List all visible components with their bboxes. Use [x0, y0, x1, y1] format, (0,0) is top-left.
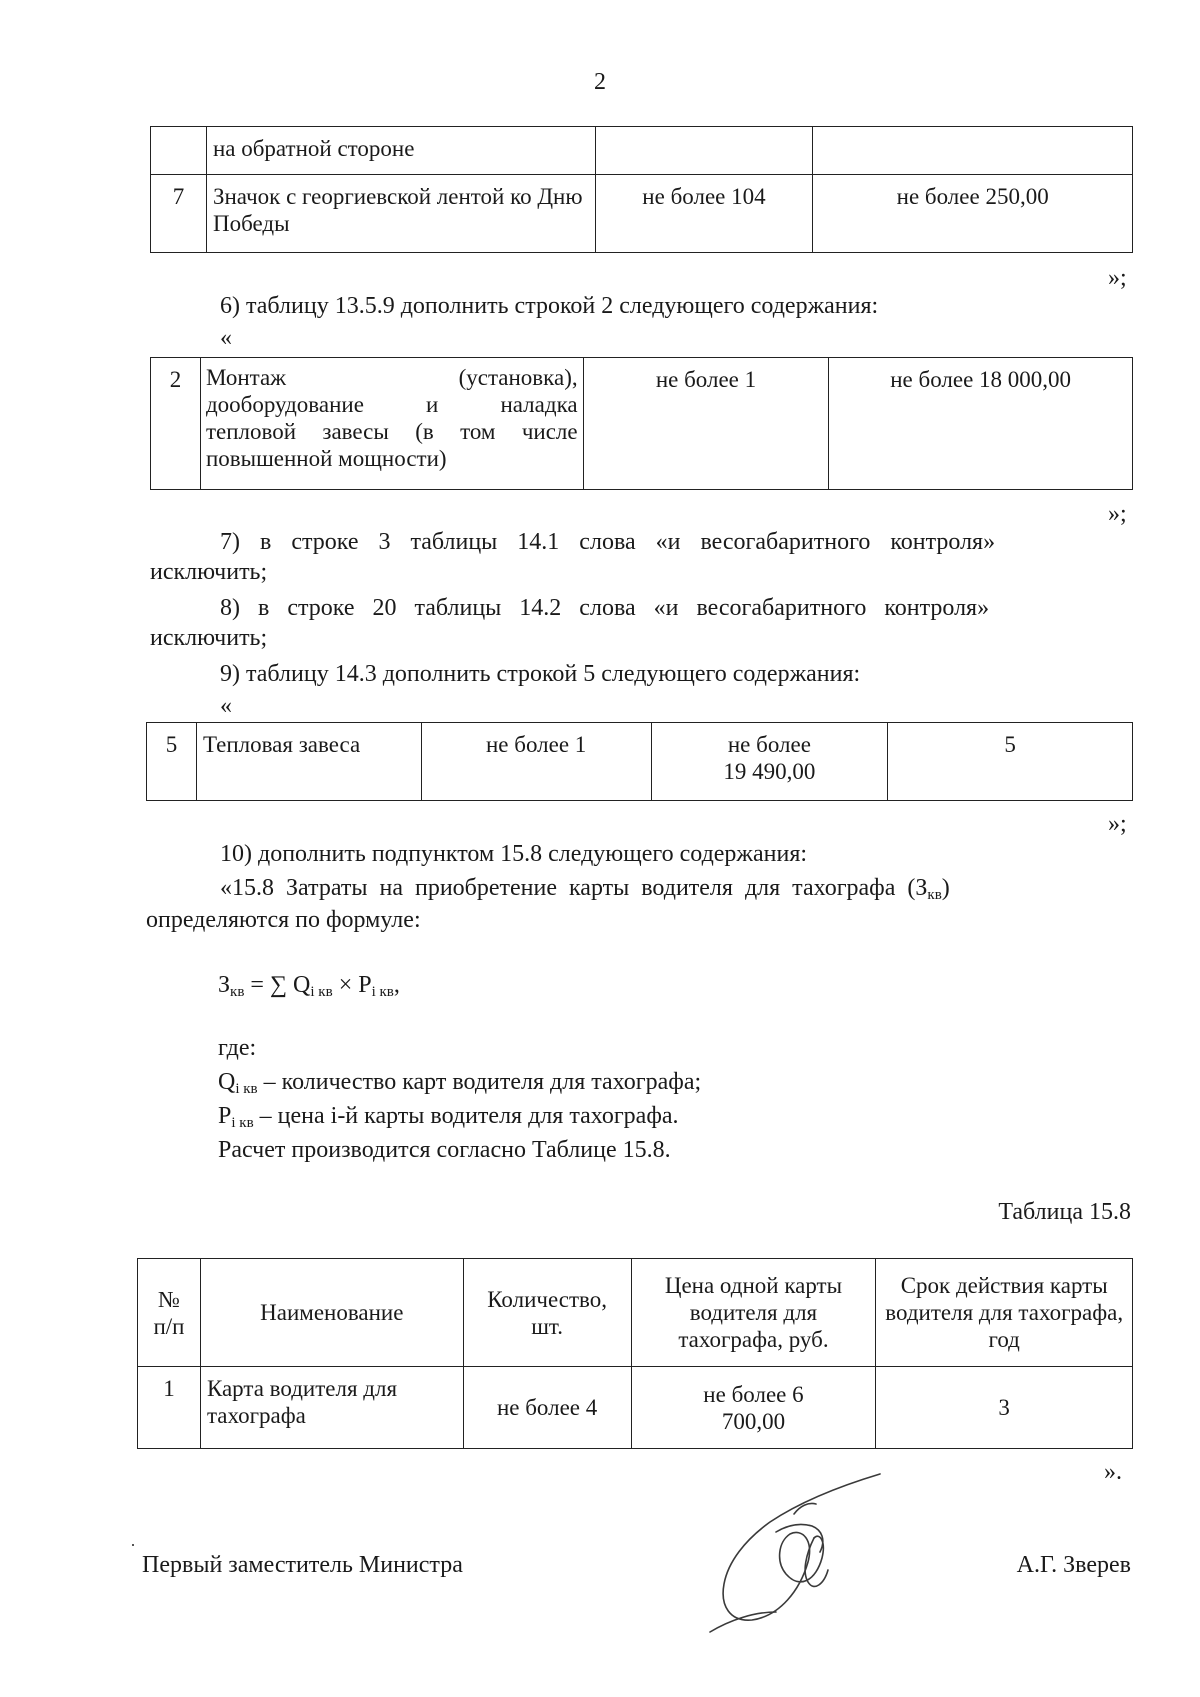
signer-name: А.Г. Зверев: [1016, 1552, 1131, 1578]
item-name: на обратной стороне: [206, 127, 595, 175]
header-name: Наименование: [200, 1259, 463, 1367]
table-row: [151, 127, 1133, 175]
item-quantity: не более 4: [463, 1367, 631, 1449]
item-9-text: 9) таблицу 14.3 дополнить строкой 5 следующего содержания:: [220, 661, 861, 687]
page-number: 2: [594, 69, 606, 95]
row-number: 1: [138, 1367, 201, 1449]
item-name: Значок с георгиевской лентой ко Дню Победы: [206, 175, 595, 253]
item-8-line2: исключить;: [150, 625, 268, 651]
formula-text: ,: [393, 972, 400, 998]
signature-image: [690, 1462, 910, 1642]
formula: [218, 971, 400, 1006]
formula-text: = ∑ Q: [244, 972, 311, 998]
symbol: P: [218, 1103, 232, 1129]
row-number: 5: [147, 723, 197, 801]
item-8-text: 8) в строке 20 таблицы 14.2 слова «и весогабаритного контроля»: [220, 595, 990, 621]
item-10-text: 10) дополнить подпунктом 15.8 следующего содержания:: [220, 841, 808, 867]
item-quantity: не более 104: [595, 175, 813, 253]
subscript: i кв: [235, 1081, 258, 1097]
row-number: 2: [151, 358, 201, 490]
item-name-line: тепловой завесы (в том числе: [205, 419, 578, 444]
item-10-paragraph-line2: определяются по формуле:: [146, 907, 421, 933]
where-p: [218, 1102, 679, 1137]
item-price-line: не более: [727, 732, 811, 757]
paragraph-text: «15.8 Затраты на приобретение карты водителя для тахографа (З: [220, 875, 928, 901]
subscript: i кв: [371, 984, 394, 1000]
item-quantity: [595, 127, 813, 175]
item-10-paragraph: [220, 874, 1133, 909]
closing-quote: »;: [1108, 811, 1127, 837]
table-row: [151, 358, 1133, 490]
item-price: не более 250,00: [813, 175, 1133, 253]
definition: – цена i-й карты водителя для тахографа.: [253, 1103, 679, 1129]
header-number: № п/п: [138, 1259, 201, 1367]
item-quantity: не более 1: [421, 723, 651, 801]
item-name-line: повышенной мощности): [205, 446, 447, 471]
table-row: [151, 175, 1133, 253]
symbol: Q: [218, 1069, 236, 1095]
closing-quote: ».: [1104, 1459, 1122, 1485]
definition: – количество карт водителя для тахографа;: [257, 1069, 702, 1095]
opening-quote: «: [220, 325, 232, 351]
item-7-line2: исключить;: [150, 559, 268, 585]
item-8-line: [220, 594, 1133, 622]
header-quantity: Количество, шт.: [463, 1259, 631, 1367]
subscript: кв: [230, 984, 245, 1000]
item-price: не более 18 000,00: [829, 358, 1133, 490]
where-label: где:: [218, 1035, 257, 1061]
item-7-line: [220, 528, 1133, 556]
item-price: [651, 723, 888, 801]
table-header-row: [138, 1259, 1133, 1367]
subscript: кв: [927, 887, 942, 903]
where-q: [218, 1068, 701, 1103]
item-7-text: 7) в строке 3 таблицы 14.1 слова «и весогабаритного контроля»: [220, 529, 996, 555]
subscript: i кв: [310, 984, 333, 1000]
paragraph-text: ): [941, 875, 950, 901]
closing-quote: »;: [1108, 265, 1127, 291]
table-15-8: [137, 1258, 1133, 1449]
row-number: [151, 127, 207, 175]
item-price: не более 6 700,00: [631, 1367, 876, 1449]
item-6-text: 6) таблицу 13.5.9 дополнить строкой 2 следующего содержания:: [220, 293, 879, 319]
calc-note: Расчет производится согласно Таблице 15.8.: [218, 1137, 671, 1163]
scan-dot: [132, 1544, 134, 1546]
signer-position: Первый заместитель Министра: [142, 1552, 463, 1578]
item-years: 3: [876, 1367, 1133, 1449]
item-quantity: не более 1: [583, 358, 829, 490]
item-name: [200, 358, 583, 490]
row-number: 7: [151, 175, 207, 253]
header-price: Цена одной карты водителя для тахографа, руб.: [631, 1259, 876, 1367]
closing-quote: »;: [1108, 501, 1127, 527]
item-price-line: 19 490,00: [723, 759, 816, 784]
item-years: 5: [888, 723, 1133, 801]
formula-text: × P: [332, 972, 372, 998]
subscript: i кв: [231, 1115, 254, 1131]
table-row: [138, 1367, 1133, 1449]
item-price: [813, 127, 1133, 175]
formula-text: З: [218, 972, 231, 998]
table-caption: Таблица 15.8: [998, 1199, 1131, 1225]
item-name-line: Монтаж (установка),: [205, 365, 578, 390]
header-years: Срок действия карты водителя для тахографа, год: [876, 1259, 1133, 1367]
item-name: Тепловая завеса: [196, 723, 421, 801]
table-13-5-9-row: [150, 357, 1133, 490]
item-name: Карта водителя для тахографа: [200, 1367, 463, 1449]
table-14-3-row: [146, 722, 1133, 801]
item-name-line: дооборудование и наладка: [205, 392, 578, 417]
table-row: [147, 723, 1133, 801]
opening-quote: «: [220, 693, 232, 719]
table-13-continuation: [150, 126, 1133, 253]
